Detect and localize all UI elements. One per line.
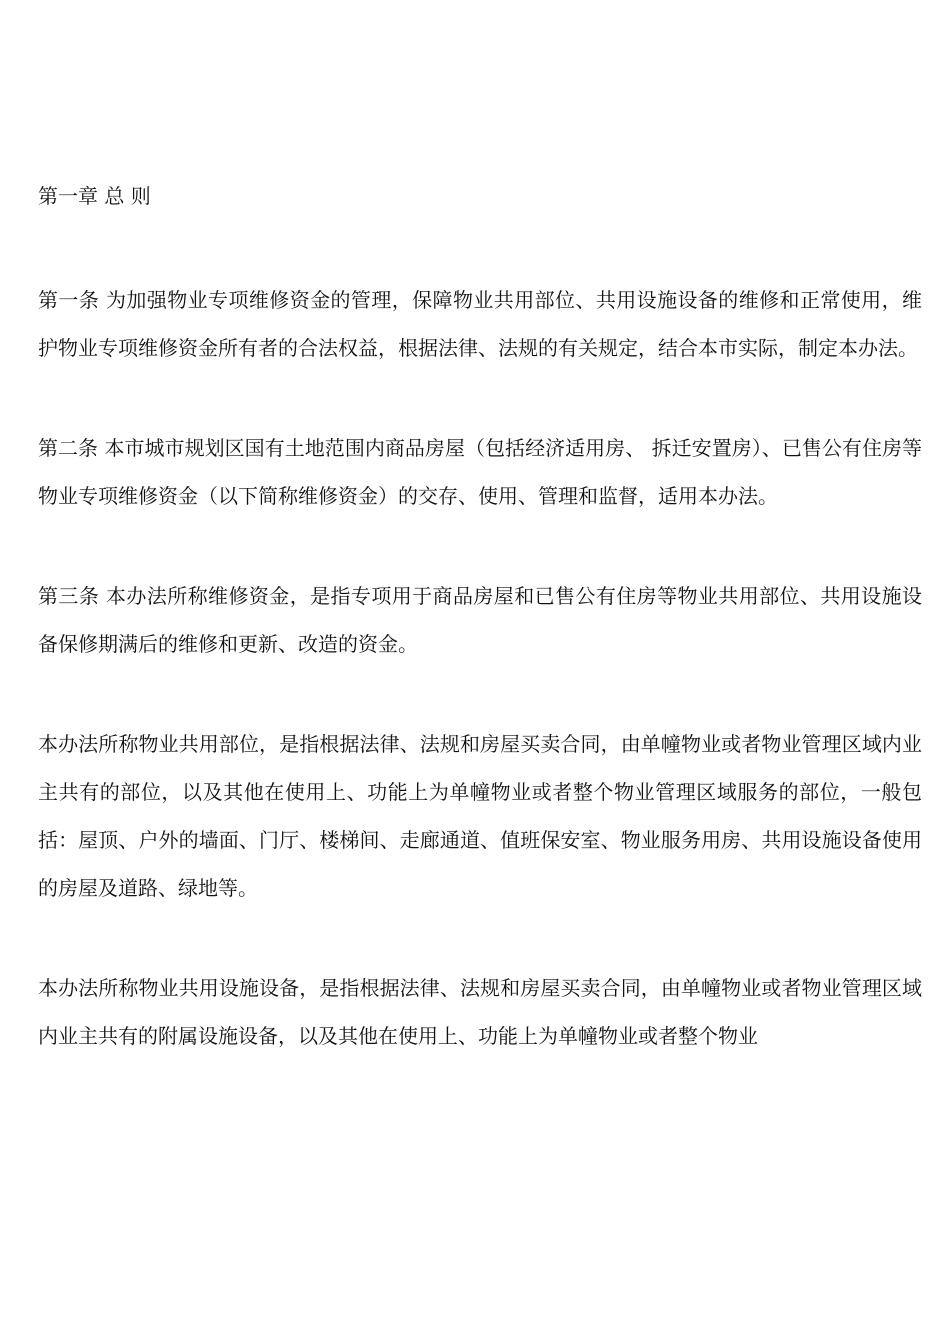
chapter-title: 第一章 总 则 — [38, 184, 151, 208]
article-1-paragraph: 第一条 为加强物业专项维修资金的管理，保障物业共用部位、共用设施设备的维修和正常使用，维护物业专项维修资金所有者的合法权益，根据法律、法规的有关规定，结合本市实际，制定本办法。 — [38, 288, 922, 360]
article-3-paragraph: 第三条 本办法所称维修资金，是指专项用于商品房屋和已售公有住房等物业共用部位、共用设施设备保修期满后的维修和更新、改造的资金。 — [38, 584, 922, 656]
document-body — [38, 172, 922, 1112]
article-2-paragraph: 第二条 本市城市规划区国有土地范围内商品房屋（包括经济适用房、 拆迁安置房）、已售公有住房等物业专项维修资金（以下简称维修资金）的交存、使用、管理和监督，适用本办法。 — [38, 436, 922, 508]
common-parts-definition-paragraph: 本办法所称物业共用部位，是指根据法律、法规和房屋买卖合同，由单幢物业或者物业管理区域内业主共有的部位，以及其他在使用上、功能上为单幢物业或者整个物业管理区域服务的部位，一般包括：屋顶、户外的墙面、门厅、楼梯间、走廊通道、值班保安室、物业服务用房、共用设施设备使用的房屋及道路、绿地等。 — [38, 732, 922, 900]
common-facilities-definition-paragraph: 本办法所称物业共用设施设备，是指根据法律、法规和房屋买卖合同，由单幢物业或者物业管理区域内业主共有的附属设施设备，以及其他在使用上、功能上为单幢物业或者整个物业 — [38, 976, 922, 1048]
